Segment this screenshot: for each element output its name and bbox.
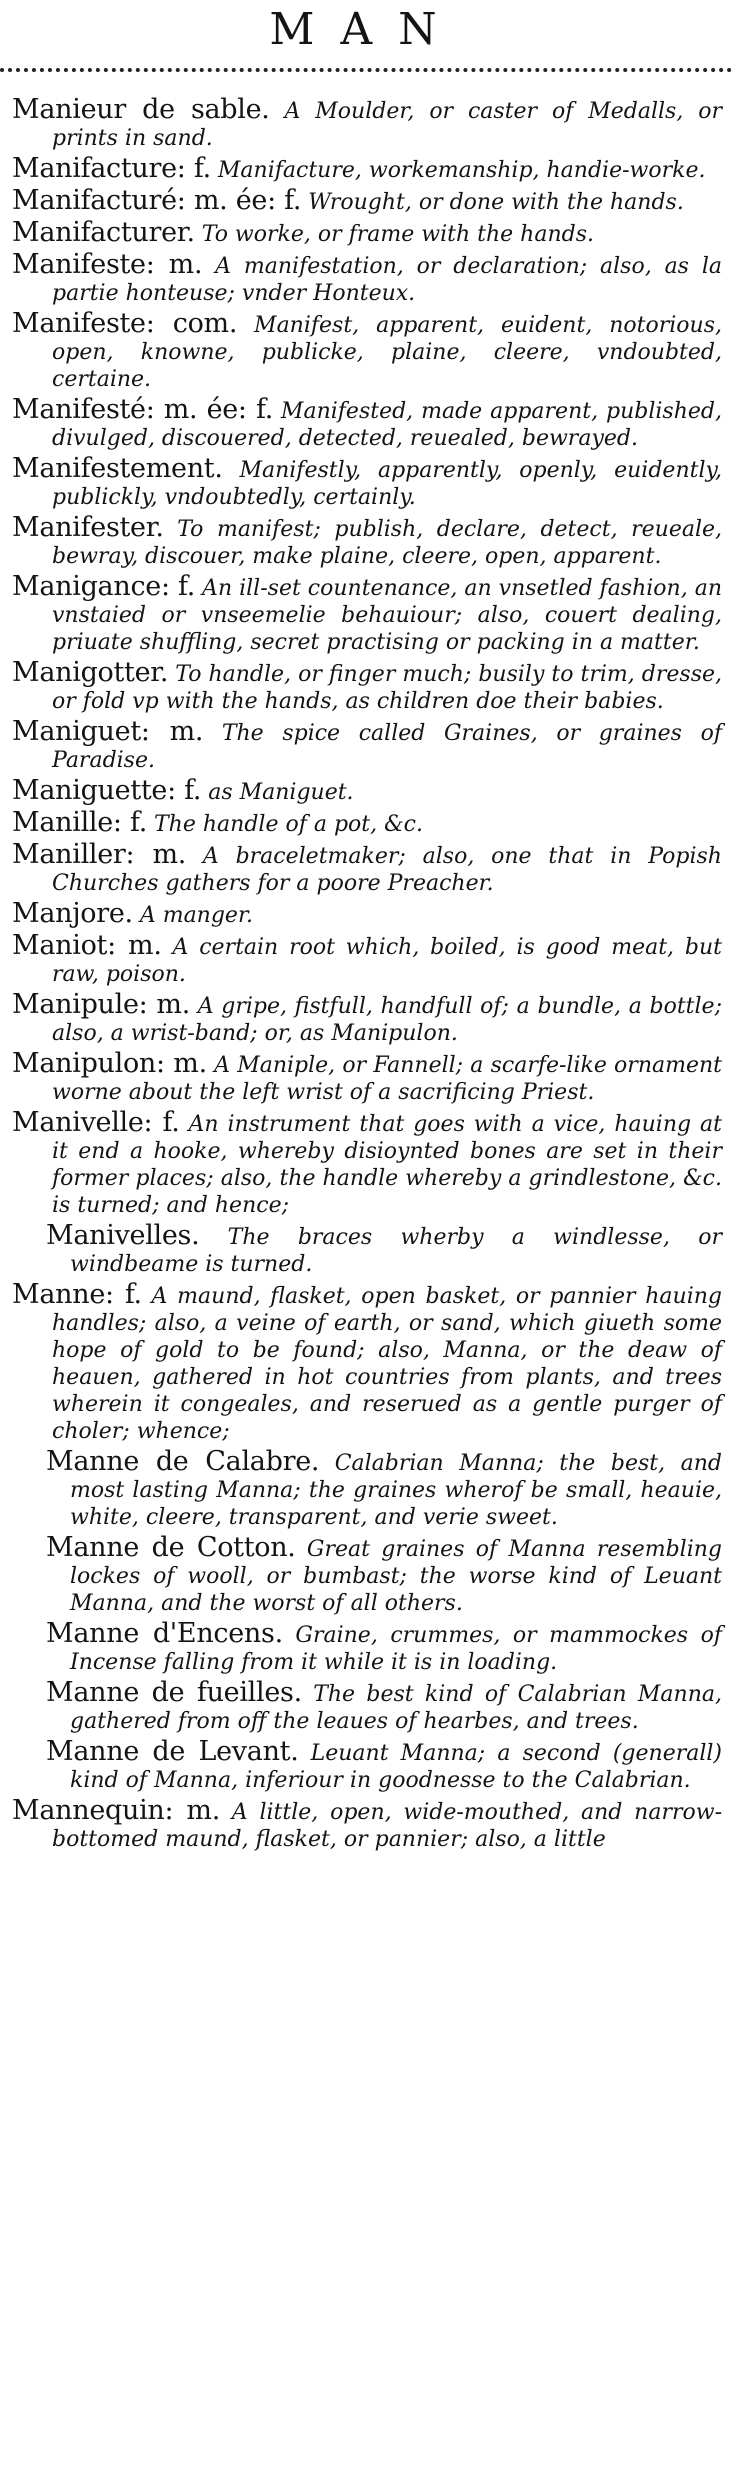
entry-headword: Manifestement. [12,453,223,484]
entry-definition: The best kind of Calabrian Manna, gathered from off the leaues of hearbes, and trees. [70,1682,722,1734]
entry-definition: Manifest, apparent, euident, notorious, open, knowne, publicke, plaine, cleere, vndoubted, certaine. [52,313,722,392]
entry-headword: Manipulon: m. [12,1048,207,1079]
dictionary-entry [0,900,732,929]
dictionary-entries [0,96,732,1856]
dictionary-entry [0,573,732,656]
entry-headword: Manipule: m. [12,989,191,1020]
dictionary-subentry [0,1448,732,1531]
entry-definition: Manifested, made apparent, published, divulged, discouered, detected, reuealed, bewrayed. [52,399,722,451]
dictionary-entry [0,1050,732,1106]
dictionary-entry [0,310,732,393]
entry-definition: To manifest; publish, declare, detect, reueale, bewray, discouer, make plaine, cleere, open, apparent. [52,517,722,569]
entry-definition: A Maniple, or Fannell; a scarfe-like ornament worne about the left wrist of a sacrificing Priest. [52,1053,722,1105]
dictionary-subentry [0,1534,732,1617]
dictionary-entry [0,187,732,216]
entry-definition: Wrought, or done with the hands. [301,190,684,215]
entry-headword: Maniguette: f. [12,775,202,806]
dictionary-entry [0,251,732,307]
entry-definition: A manifestation, or declaration; also, as la partie honteuse; vnder Honteux. [52,254,722,306]
dictionary-entry [0,155,732,184]
entry-definition: A gripe, fistfull, handfull of; a bundle, a bottle; also, a wrist-band; or, as Manipulon. [52,994,722,1046]
entry-definition: A certain root which, boiled, is good meat, but raw, poison. [52,935,722,987]
entry-headword: Manieur de sable. [12,94,270,125]
entry-definition: To handle, or finger much; busily to trim, dresse, or fold vp with the hands, as children doe their babies. [52,662,722,714]
entry-headword: Maniguet: m. [12,716,204,747]
dictionary-subentry [0,1738,732,1794]
dictionary-entry [0,1797,732,1853]
entry-headword: Manjore. [12,898,133,929]
entry-headword: Manne d'Encens. [46,1618,283,1649]
dictionary-entry [0,991,732,1047]
entry-definition: A braceletmaker; also, one that in Popish Churches gathers for a poore Preacher. [52,844,722,896]
header-rule [0,68,732,72]
entry-headword: Manifeste: com. [12,308,238,339]
entry-headword: Manifester. [12,512,164,543]
entry-headword: Manivelles. [46,1220,200,1251]
entry-headword: Manille: f. [12,807,148,838]
entry-definition: Leuant Manna; a second (generall) kind of Manna, inferiour in goodnesse to the Calabrian. [70,1741,722,1793]
dictionary-entry [0,659,732,715]
dictionary-entry [0,1281,732,1445]
entry-definition: Manifestly, apparently, openly, euidently, publickly, vndoubtedly, certainly. [52,458,722,510]
entry-definition: An instrument that goes with a vice, hauing at it end a hooke, whereby disioynted bones are set in their former places; also, the handle whereby a grindlestone, &c. is turned; and hence; [52,1112,722,1218]
entry-headword: Manne de Calabre. [46,1446,320,1477]
entry-definition: Manifacture, workemanship, handie-worke. [210,158,706,183]
entry-headword: Maniller: m. [12,839,187,870]
entry-definition: Great graines of Manna resembling lockes of wooll, or bumbast; the worse kind of Leuant Manna, and the worst of all others. [70,1537,722,1616]
entry-definition: as Maniguet. [201,780,354,805]
dictionary-entry [0,514,732,570]
dictionary-entry [0,455,732,511]
entry-headword: Manne de fueilles. [46,1677,302,1708]
entry-headword: Mannequin: m. [12,1795,220,1826]
dictionary-subentry [0,1679,732,1735]
entry-definition: To worke, or frame with the hands. [194,222,594,247]
dictionary-subentry [0,1620,732,1676]
dictionary-entry [0,96,732,152]
entry-definition: A manger. [132,903,254,928]
dictionary-entry [0,1109,732,1219]
entry-headword: Manifeste: m. [12,249,203,280]
entry-definition: An ill-set countenance, an vnsetled fashion, an vnstaied or vnseemelie behauiour; also, couert dealing, priuate shuffling, secret practising or packing in a matter. [52,576,723,655]
entry-headword: Manigance: f. [12,571,196,602]
dictionary-subentry [0,1222,732,1278]
dictionary-entry [0,809,732,838]
entry-definition: A maund, flasket, open basket, or pannier hauing handles; also, a veine of earth, or sand, which giueth some hope of gold to be found; also, Manna, or the deaw of heauen, gathered in hot countries from plants, and trees wherein it congeales, and reserued as a gentle purger of choler; whence; [52,1284,722,1444]
entry-headword: Manne de Levant. [46,1736,299,1767]
entry-definition: A little, open, wide-mouthed, and narrow-bottomed maund, flasket, or pannier; also, a little [52,1800,722,1852]
entry-headword: Manne de Cotton. [46,1532,296,1563]
entry-headword: Manivelle: f. [12,1107,180,1138]
dictionary-entry [0,841,732,897]
entry-headword: Maniot: m. [12,930,162,961]
entry-definition: Graine, crummes, or mammockes of Incense falling from it while it is in loading. [70,1623,722,1675]
entry-headword: Manifacturer. [12,217,195,248]
dictionary-entry [0,718,732,774]
entry-definition: A Moulder, or caster of Medalls, or prints in sand. [52,99,722,151]
dictionary-entry [0,777,732,806]
entry-definition: The braces wherby a windlesse, or windbeame is turned. [70,1225,722,1277]
running-head: MAN [269,4,463,55]
entry-definition: Calabrian Manna; the best, and most lasting Manna; the graines wherof be small, heauie, white, cleere, transparent, and verie sweet. [70,1451,722,1530]
entry-headword: Manigotter. [12,657,169,688]
entry-headword: Manifesté: m. ée: f. [12,394,273,425]
dictionary-entry [0,219,732,248]
dictionary-entry [0,932,732,988]
dictionary-entry [0,396,732,452]
entry-definition: The handle of a pot, &c. [147,812,423,837]
entry-headword: Manne: f. [12,1279,142,1310]
entry-headword: Manifacture: f. [12,153,211,184]
entry-definition: The spice called Graines, or graines of Paradise. [52,721,722,773]
entry-headword: Manifacturé: m. ée: f. [12,185,302,216]
